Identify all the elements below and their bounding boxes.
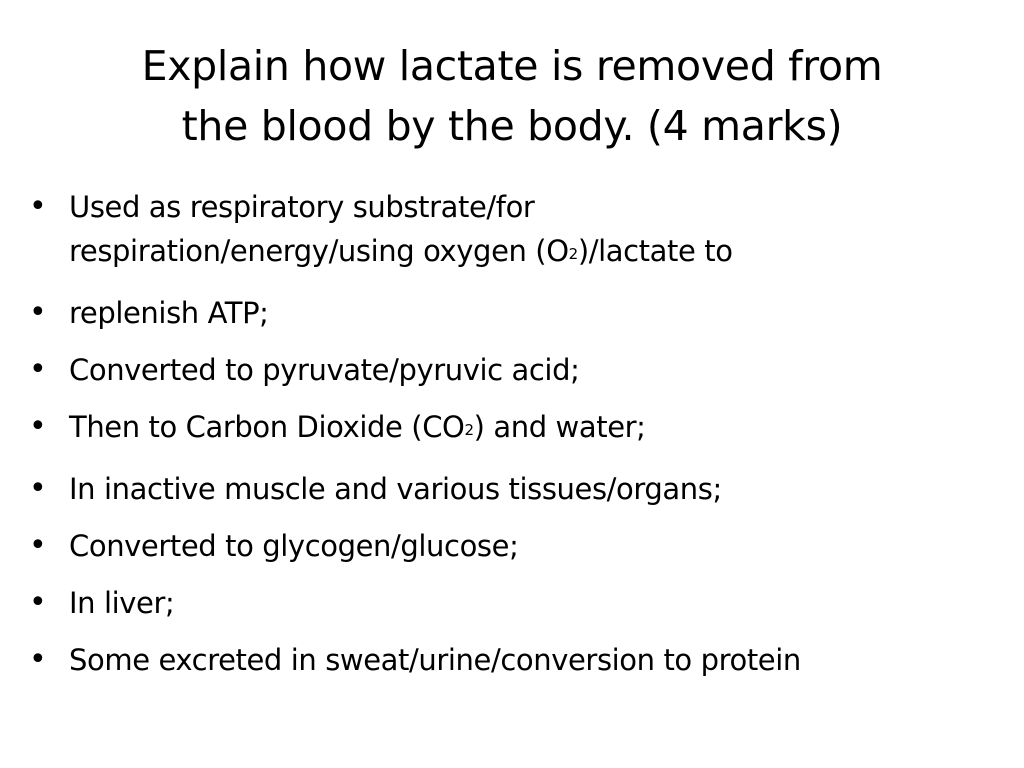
bullet-line: • Used as respiratory substrate/for [69, 190, 535, 224]
bullet-item-liver [0, 581, 1024, 625]
bullet-text: respiration/energy/using oxygen (O [69, 234, 569, 268]
bullet-item-pyruvate [0, 348, 1024, 392]
title-line-1: Explain how lactate is removed from [141, 42, 883, 90]
bullet-text: Some excreted in sweat/urine/conversion to protein [69, 643, 801, 677]
bullet-text: ) and water; [473, 410, 646, 444]
bullet-text: Converted to pyruvate/pyruvic acid; [69, 353, 580, 387]
bullet-text: In inactive muscle and various tissues/organs; [69, 472, 722, 506]
bullet-item-excreted [0, 638, 1024, 682]
slide-title [40, 36, 984, 156]
subscript: 2 [464, 421, 474, 439]
bullet-item-replenish-atp [0, 291, 1024, 335]
bullet-item-carbon-dioxide [0, 405, 1024, 454]
bullet-list [0, 185, 1024, 695]
bullet-line [69, 229, 1004, 278]
subscript: 2 [568, 245, 578, 263]
bullet-item-glycogen [0, 524, 1024, 568]
bullet-item-inactive-muscle [0, 467, 1024, 511]
bullet-item-respiratory-substrate [0, 185, 1024, 278]
title-line-2: the blood by the body. (4 marks) [181, 102, 843, 150]
bullet-text: In liver; [69, 586, 175, 620]
bullet-text: )/lactate to [577, 234, 733, 268]
bullet-text: replenish ATP; [69, 296, 269, 330]
bullet-text: Converted to glycogen/glucose; [69, 529, 519, 563]
bullet-text: Then to Carbon Dioxide (CO [69, 410, 465, 444]
